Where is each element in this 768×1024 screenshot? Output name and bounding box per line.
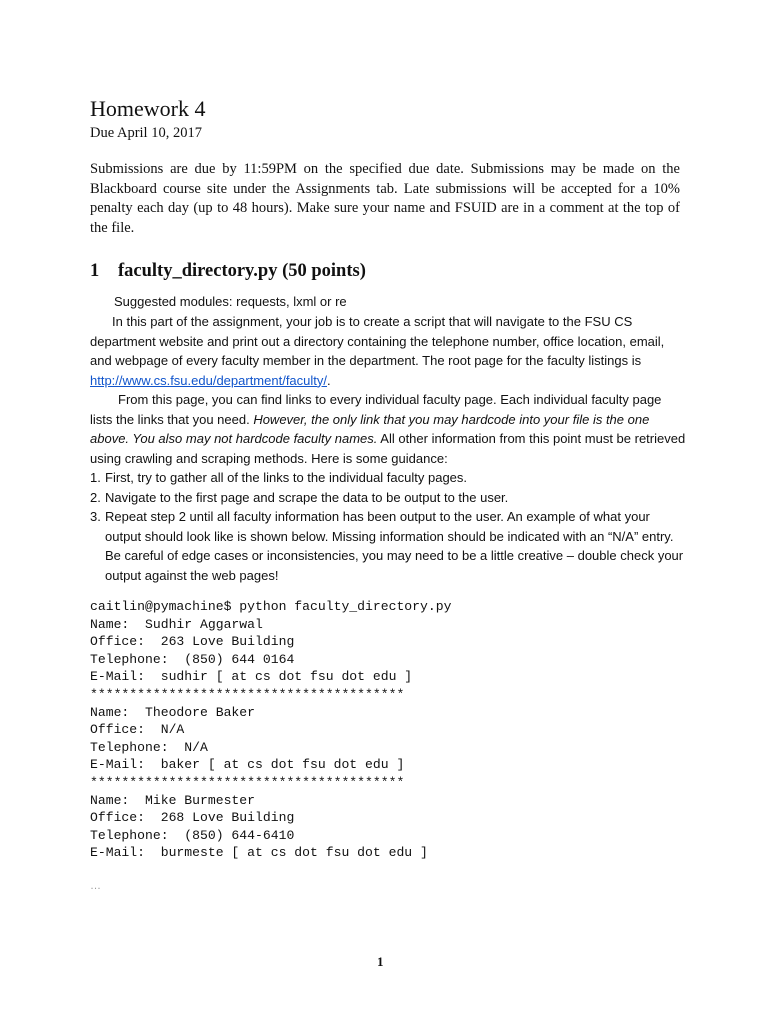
guidance-list <box>90 468 686 585</box>
section-number: 1 <box>90 261 100 281</box>
list-item-number: 1. <box>90 470 101 485</box>
page-number: 1 <box>377 954 384 969</box>
faculty-listing-link[interactable]: http://www.cs.fsu.edu/department/faculty/ <box>90 372 328 388</box>
list-item <box>90 488 686 508</box>
list-item-text: Navigate to the first page and scrape the data to be output to the user. <box>105 489 509 505</box>
rules-emphasis: However, the only link that you may hardcode into your file is the one above. You also may not hardcode faculty names. <box>90 411 650 446</box>
list-item-text: Repeat step 2 until all faculty information has been output to the user. An example of what your output should look like is shown below. Missing information should be indicated with an “N/A” entry. Be careful of edge cases or inconsistencies, you may need to be a little creative – double check your output against the web pages! <box>105 509 684 583</box>
paragraph-end: . <box>327 372 331 388</box>
submission-instructions: Submissions are due by 11:59PM on the specified due date. Submissions may be made on the Blackboard course site under the Assignments tab. Late submissions will be accepted for a 10% penalty each day (up to 48 hours). Make sure your name and FSUID are in a comment at the top of the file. <box>90 161 680 236</box>
list-item <box>90 468 686 488</box>
list-item-text: First, try to gather all of the links to the individual faculty pages. <box>105 470 468 485</box>
section-heading <box>90 258 366 284</box>
assignment-paragraph-text: In this part of the assignment, your job is to create a script that will navigate to the FSU CS department website and print out a directory containing the telephone number, office location, email, and webpage of every faculty member in the department. The root page for the faculty listings is <box>90 314 665 368</box>
continuation-marker: … <box>90 880 101 892</box>
page-title: Homework 4 <box>90 96 206 121</box>
list-item <box>90 507 686 585</box>
example-output: caitlin@pymachine$ python faculty_directory.py Name: Sudhir Aggarwal Office: 263 Love Building Telephone: (850) 644 0164 E-Mail: sudhir [ at cs dot fsu dot edu ] **************************************** Name: Theodore Baker Office: N/A Telephone: N/A E-Mail: baker [ at cs dot fsu dot edu ] **************************************** Name: Mike Burmester Office: 268 Love Building Telephone: (850) 644-6410 E-Mail: burmeste [ at cs dot fsu dot edu ] <box>90 599 452 861</box>
assignment-paragraph <box>90 312 682 390</box>
list-item-number: 3. <box>90 509 101 524</box>
section-title: faculty_directory.py (50 points) <box>118 261 366 281</box>
due-date: Due April 10, 2017 <box>90 125 202 141</box>
list-item-number: 2. <box>90 489 101 505</box>
rules-paragraph-text: From this page, you can find links to every individual faculty page. Each individual faculty page lists the links that you need. <box>90 392 662 427</box>
suggested-modules: Suggested modules: requests, lxml or re <box>114 294 347 309</box>
rules-paragraph <box>90 390 686 468</box>
rules-paragraph-end: All other information from this point must be retrieved using crawling and scraping methods. Here is some guidance: <box>90 431 686 466</box>
